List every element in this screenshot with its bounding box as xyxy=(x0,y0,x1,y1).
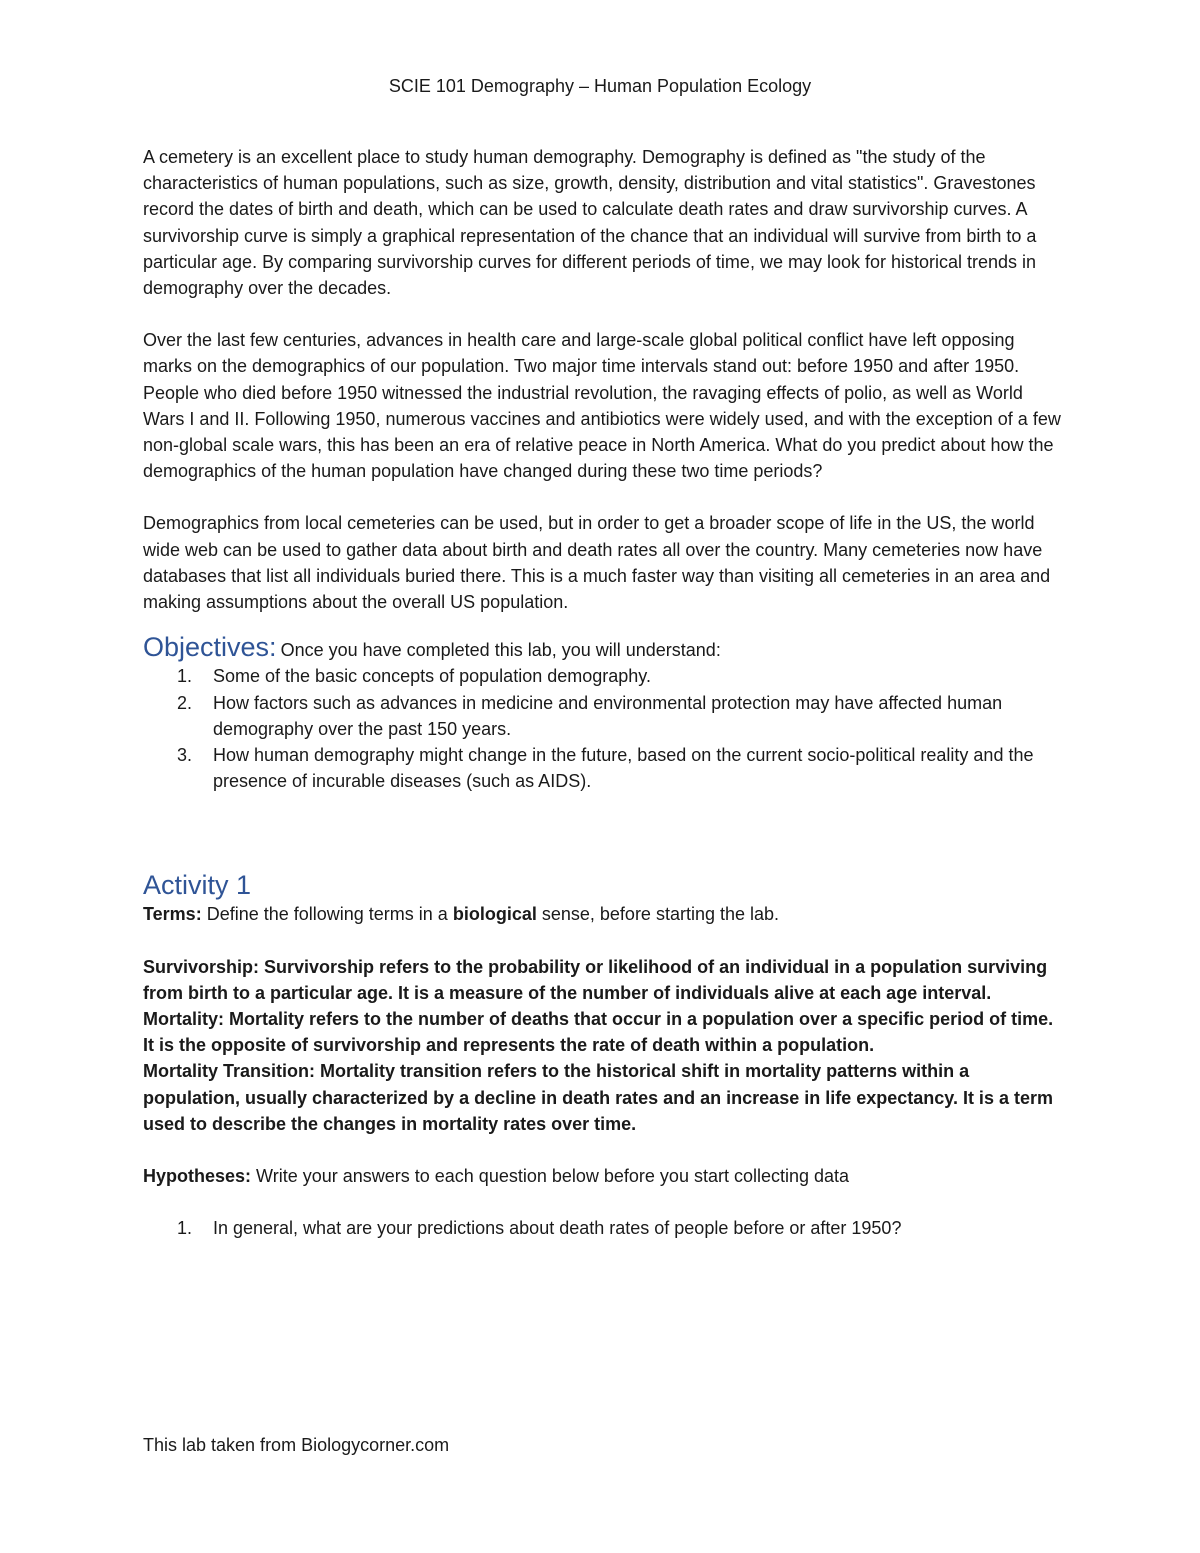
list-item-text: How human demography might change in the future, based on the current socio-political reality and the presence of incurable diseases (such as AIDS). xyxy=(213,745,1034,792)
terms-bold-word: biological xyxy=(452,904,537,925)
list-item-text: Some of the basic concepts of population demography. xyxy=(213,666,651,687)
intro-paragraph-2: Over the last few centuries, advances in health care and large-scale global political conflict have left opposing marks on the demographics of our population. Two major time intervals stand out: before 1950 and after 1950. People who died before 1950 witnessed the industrial revolution, the ravaging effects of polio, as well as World Wars I and II. Following 1950, numerous vaccines and antibiotics were widely used, and with the exception of a few non-global scale wars, this has been an era of relative peace in North America. What do you predict about how the demographics of the human population have changed during these two time periods? xyxy=(143,330,1061,482)
list-item-text: How factors such as advances in medicine and environmental protection may have affected human demography over the past 150 years. xyxy=(213,692,1003,739)
page-header: SCIE 101 Demography – Human Population Ecology xyxy=(388,76,812,96)
list-item-number: 2. xyxy=(177,692,193,713)
survivorship-answer: Survivorship: Survivorship refers to the probability or likelihood of an individual in a population surviving from birth to a particular age. It is a measure of the number of individuals alive at each age interval. xyxy=(143,956,1048,1003)
intro-paragraph-3: Demographics from local cemeteries can be used, but in order to get a broader scope of life in the US, the world wide web can be used to gather data about birth and death rates all over the country. Many cemeteries now have databases that list all individuals buried there. This is a much faster way than visiting all cemeteries in an area and making assumptions about the overall US population. xyxy=(143,513,1051,613)
objectives-heading: Objectives: xyxy=(143,632,277,663)
hypotheses-label: Hypotheses: xyxy=(143,1166,252,1187)
terms-instruction xyxy=(143,901,1063,927)
list-item xyxy=(143,663,1063,689)
hypotheses-questions xyxy=(143,1215,1063,1241)
list-item-number: 3. xyxy=(177,745,193,766)
intro-paragraph-1: A cemetery is an excellent place to study human demography. Demography is defined as "the study of the characteristics of human populations, such as size, growth, density, distribution and vital statistics". Gravestones record the dates of birth and death, which can be used to calculate death rates and draw survivorship curves. A survivorship curve is simply a graphical representation of the chance that an individual will survive from birth to a particular age. By comparing survivorship curves for different periods of time, we may look for historical trends in demography over the decades. xyxy=(143,147,1037,299)
list-item-number: 1. xyxy=(177,666,193,687)
list-item-text: In general, what are your predictions about death rates of people before or after 1950? xyxy=(213,1218,902,1239)
objectives-line xyxy=(143,631,1063,663)
terms-text-a: Define the following terms in a xyxy=(206,904,448,925)
mortality-transition-answer: Mortality Transition: Mortality transition refers to the historical shift in mortality patterns within a population, usually characterized by a decline in death rates and an increase in life expectancy. It is a term used to describe the changes in mortality rates over time. xyxy=(143,1061,1053,1134)
mortality-answer: Mortality: Mortality refers to the number of deaths that occur in a population over a specific period of time. It is the opposite of survivorship and represents the rate of death within a population. xyxy=(143,1009,1054,1056)
activity-1-heading: Activity 1 xyxy=(143,870,252,901)
objectives-lead: Once you have completed this lab, you will understand: xyxy=(280,640,721,661)
page-footer: This lab taken from Biologycorner.com xyxy=(143,1435,450,1455)
hypotheses-instruction xyxy=(143,1163,1063,1189)
terms-text-b: sense, before starting the lab. xyxy=(541,904,780,925)
list-item xyxy=(143,690,1063,742)
hypotheses-text: Write your answers to each question below before you start collecting data xyxy=(256,1166,850,1187)
objectives-list xyxy=(143,663,1063,794)
list-item xyxy=(143,742,1063,794)
document-body xyxy=(143,144,1063,1242)
list-item-number: 1. xyxy=(177,1218,193,1239)
list-item xyxy=(143,1215,1063,1241)
terms-label: Terms: xyxy=(143,904,202,925)
